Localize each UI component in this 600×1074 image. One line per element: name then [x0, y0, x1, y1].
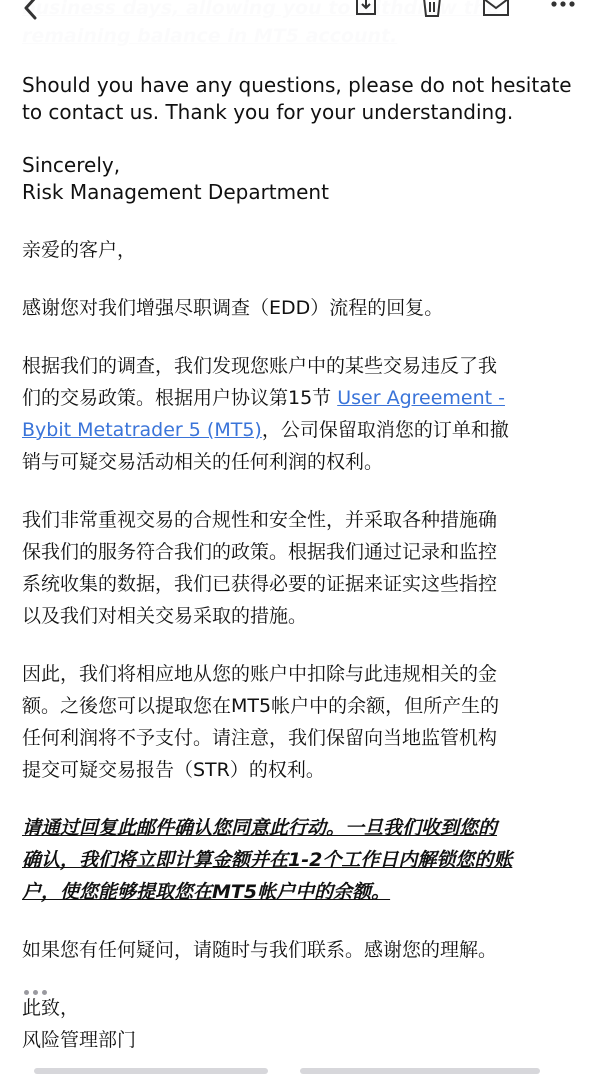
mail-toolbar — [0, 0, 600, 46]
p2-line-4: 以及我们对相关交易采取的措施。 — [22, 605, 308, 627]
questions-line-1: Should you have any questions, please do not hesitate — [22, 73, 572, 97]
more-button[interactable] — [548, 0, 578, 16]
p2-line-1: 我们非常重视交易的合规性和安全性，并采取各种措施确 — [22, 509, 498, 531]
p2-line-3: 系统收集的数据，我们已获得必要的证据来证实这些指控 — [22, 573, 498, 595]
sincerely-text: Sincerely, — [22, 153, 121, 177]
back-button[interactable] — [18, 0, 42, 20]
p3-line-3: 任何利润将不予支付。请注意，我们保留向当地监管机构 — [22, 727, 498, 749]
contact-zh: 如果您有任何疑问，请随时与我们联系。感谢您的理解。 — [22, 939, 498, 961]
emphasis-line-3: 户，使您能够提取您在MT5帐户中的余额。 — [22, 881, 391, 903]
trash-icon — [421, 0, 443, 18]
bottom-bar-hint — [0, 1062, 600, 1072]
department-zh: 风险管理部门 — [22, 1029, 137, 1051]
user-agreement-link-cont[interactable]: Bybit Metatrader 5 (MT5) — [22, 419, 262, 441]
user-agreement-link[interactable]: User Agreement - — [337, 387, 505, 409]
p1-line-4: 销与可疑交易活动相关的任何利润的权利。 — [22, 451, 384, 473]
department-en: Risk Management Department — [22, 180, 329, 204]
p1-line-3-text: ，公司保留取消您的订单和撤 — [261, 419, 509, 441]
p1-line-1: 根据我们的调查，我们发现您账户中的某些交易违反了我 — [22, 355, 498, 377]
greeting-zh: 亲爱的客户， — [22, 239, 137, 261]
emphasis-line-2: 确认，我们将立即计算金额并在1-2个工作日内解锁您的账 — [22, 849, 513, 871]
p1-line-3 — [22, 414, 578, 446]
archive-button[interactable] — [352, 0, 380, 18]
p3-line-2: 额。之後您可以提取您在MT5帐户中的余额，但所产生的 — [22, 695, 500, 717]
p2-line-2: 保我们的服务符合我们的政策。根据我们通过记录和监控 — [22, 541, 498, 563]
thanks-zh: 感谢您对我们增强尽职调查（EDD）流程的回复。 — [22, 297, 444, 319]
p3-line-4: 提交可疑交易报告（STR）的权利。 — [22, 759, 325, 781]
chevron-left-icon — [22, 0, 38, 20]
p1-line-2 — [22, 382, 578, 414]
bottom-pill-right — [300, 1068, 540, 1074]
reply-mail-button[interactable] — [480, 0, 512, 18]
emphasis-line-1: 请通过回复此邮件确认您同意此行动。一旦我们收到您的 — [22, 817, 498, 839]
questions-line-2: to contact us. Thank you for your understanding. — [22, 100, 514, 124]
bottom-pill-left — [34, 1068, 268, 1074]
trash-button[interactable] — [418, 0, 446, 18]
ellipsis-icon — [550, 0, 576, 8]
envelope-icon — [482, 0, 510, 17]
archive-download-icon — [354, 0, 378, 18]
p3-line-1: 因此，我们将相应地从您的账户中扣除与此违规相关的金 — [22, 663, 498, 685]
regards-zh: 此致， — [22, 997, 80, 1019]
p1-line-2-text: 们的交易政策。根据用户协议第15节 — [22, 387, 338, 409]
email-body — [22, 72, 578, 1056]
